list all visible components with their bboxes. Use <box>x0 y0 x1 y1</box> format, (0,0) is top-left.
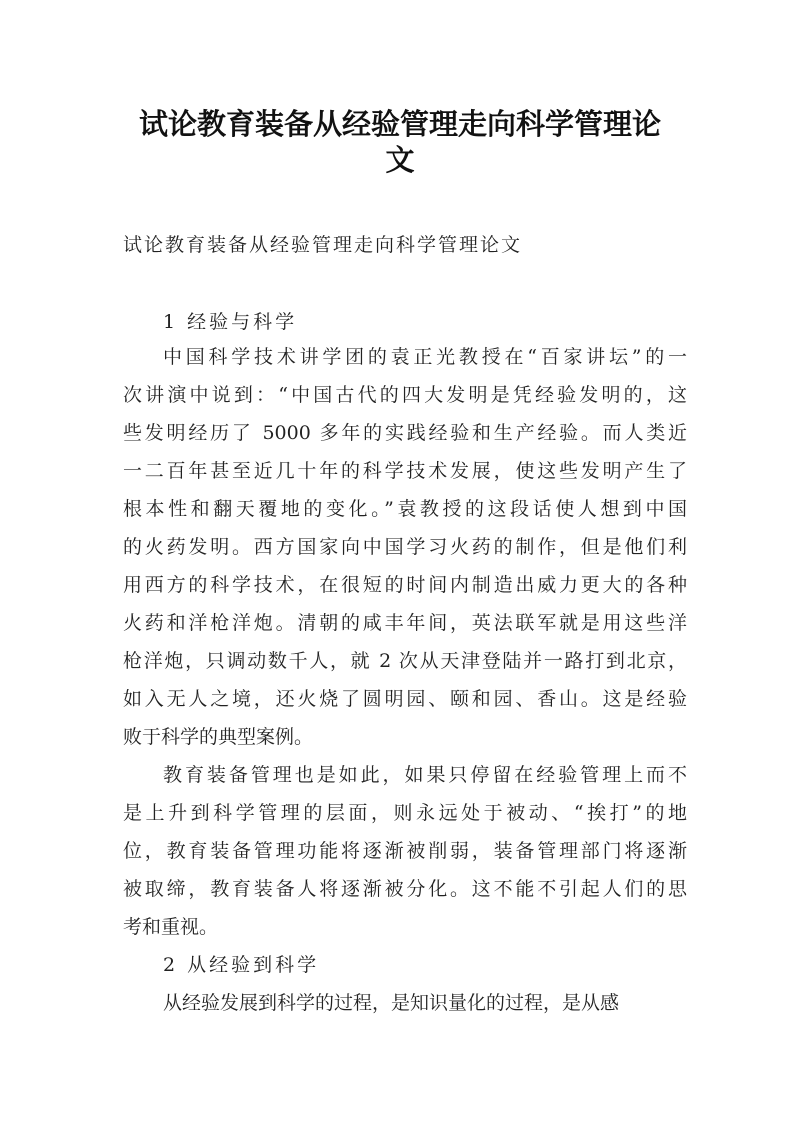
paragraph-line: 被取缔，教育装备人将逐渐被分化。这不能不引起人们的思 <box>123 878 687 900</box>
paragraph-line: 位，教育装备管理功能将逐渐被削弱，装备管理部门将逐渐 <box>123 840 687 862</box>
paragraph-line: 如入无人之境，还火烧了圆明园、颐和园、香山。这是经验 <box>123 688 687 710</box>
paragraph-line: 败于科学的典型案例。 <box>123 726 314 748</box>
paragraph-line: 考和重视。 <box>123 916 219 938</box>
paragraph-line: 从经验发展到科学的过程，是知识量化的过程，是从感 <box>163 992 620 1014</box>
document-title-continued: 文 <box>385 143 415 177</box>
paragraph-line: 火药和洋枪洋炮。清朝的咸丰年间，英法联军就是用这些洋 <box>123 612 687 634</box>
paragraph-line: 的火药发明。西方国家向中国学习火药的制作，但是他们利 <box>123 536 687 558</box>
section-heading-1: 1 经验与科学 <box>163 311 298 333</box>
paragraph-line: 次讲演中说到：“中国古代的四大发明是凭经验发明的，这 <box>123 384 687 406</box>
paragraph-line: 枪洋炮，只调动数千人，就 2 次从天津登陆并一路打到北京， <box>123 650 687 672</box>
document-title: 试论教育装备从经验管理走向科学管理论 <box>138 107 661 141</box>
document-subtitle: 试论教育装备从经验管理走向科学管理论文 <box>123 234 523 256</box>
paragraph-line: 中国科学技术讲学团的袁正光教授在“百家讲坛”的一 <box>163 346 687 368</box>
paragraph-line: 根本性和翻天覆地的变化。”袁教授的这段话使人想到中国 <box>123 498 687 520</box>
paragraph-line: 些发明经历了 5000 多年的实践经验和生产经验。而人类近 <box>123 422 687 444</box>
section-heading-2: 2 从经验到科学 <box>163 954 320 976</box>
paragraph-line: 用西方的科学技术，在很短的时间内制造出威力更大的各种 <box>123 574 687 596</box>
paragraph-line: 一二百年甚至近几十年的科学技术发展，使这些发明产生了 <box>123 460 687 482</box>
paragraph-line: 教育装备管理也是如此，如果只停留在经验管理上而不 <box>163 764 687 786</box>
paragraph-line: 是上升到科学管理的层面，则永远处于被动、“挨打”的地 <box>123 802 687 824</box>
